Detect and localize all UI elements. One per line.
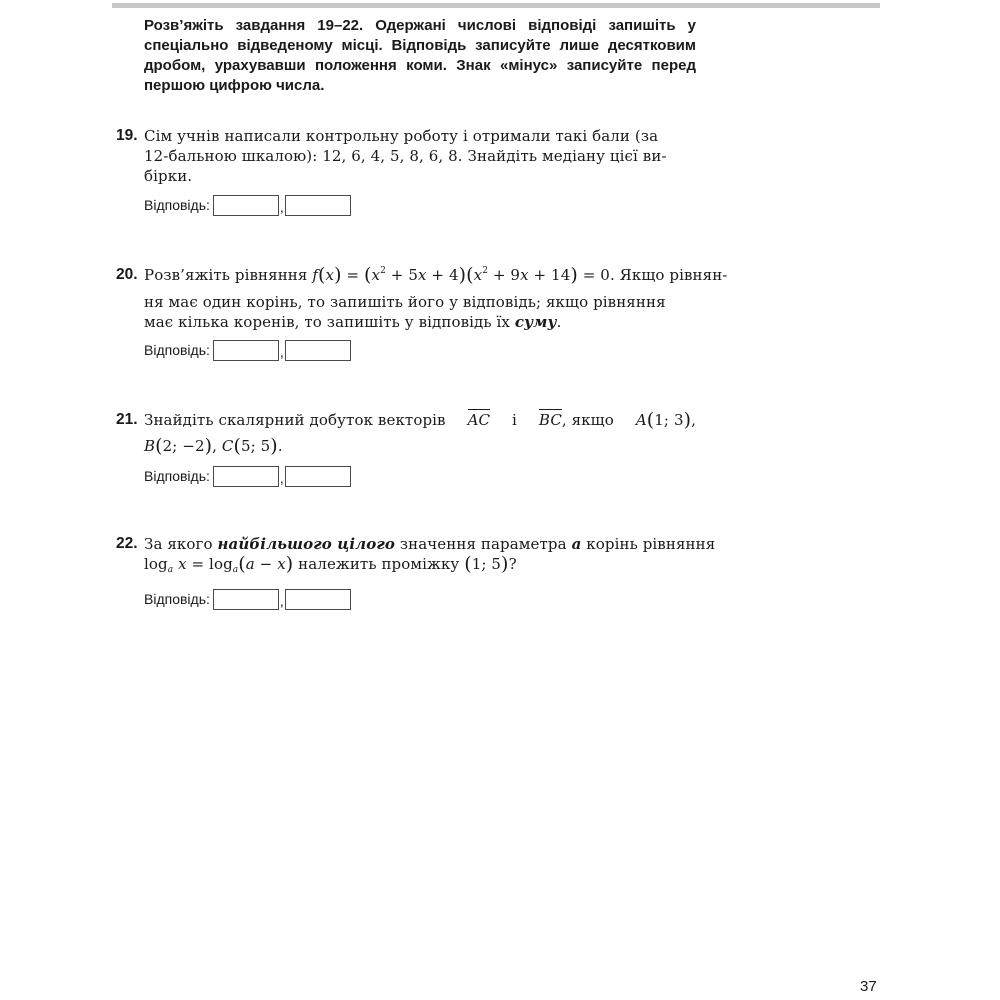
answer-integer-box[interactable] xyxy=(213,195,279,216)
answer-label: Відповідь: xyxy=(144,591,210,607)
interval: (1; 5)? xyxy=(464,553,517,575)
decimal-comma: , xyxy=(279,344,284,360)
task-text xyxy=(144,264,728,332)
task-text-fragment: корінь рівняння xyxy=(586,535,716,553)
task-text-line xyxy=(144,312,696,332)
answer-22 xyxy=(144,588,351,610)
decimal-comma: , xyxy=(279,593,284,609)
answer-fraction-box[interactable] xyxy=(285,340,351,361)
answer-fraction-box[interactable] xyxy=(285,195,351,216)
parameter-a: a xyxy=(571,535,582,553)
top-rule xyxy=(112,3,880,8)
task-text-fragment: За якого xyxy=(144,535,213,553)
task-text-line: 12-бальною шкалою): 12, 6, 4, 5, 8, 6, 8. Знайдіть медіану цієї ви- xyxy=(144,147,667,165)
task-text-fragment: має кілька коренів, то запишіть у відповідь їх xyxy=(144,313,510,331)
answer-label: Відповідь: xyxy=(144,342,210,358)
answer-20 xyxy=(144,339,351,361)
answer-integer-box[interactable] xyxy=(213,466,279,487)
task-text xyxy=(144,534,716,575)
task-text-line xyxy=(144,264,728,286)
task-text-line xyxy=(144,554,696,574)
task-text-fragment: і xyxy=(512,411,517,429)
answer-label: Відповідь: xyxy=(144,197,210,213)
point-b: B(2; −2), xyxy=(144,435,218,457)
task-22 xyxy=(116,534,716,575)
task-text xyxy=(144,126,696,186)
task-20 xyxy=(116,264,728,332)
task-19 xyxy=(116,126,696,186)
vector-ac: AC xyxy=(467,411,491,429)
task-text-line xyxy=(144,410,696,430)
instructions: Розв’яжіть завдання 19–22. Одержані числові відповіді запишіть у спеціально відведеному місці. Відповідь записуйте лише десятковим дробом, урахувавши положення коми. Знак «мінус» записуйте перед першою цифрою числа. xyxy=(144,17,696,94)
task-text-line xyxy=(144,436,696,456)
task-text-fragment: значення параметра xyxy=(399,535,567,553)
answer-integer-box[interactable] xyxy=(213,589,279,610)
task-number: 19. xyxy=(116,127,138,144)
point-c: C(5; 5). xyxy=(221,435,283,457)
emphasis: суму xyxy=(514,313,557,331)
task-text-line: Сім учнів написали контрольну роботу і отримали такі бали (за xyxy=(144,127,659,145)
task-number: 22. xyxy=(116,535,138,552)
task-text-fragment: належить проміжку xyxy=(298,555,460,573)
answer-19 xyxy=(144,194,351,216)
task-21 xyxy=(116,410,696,456)
page-number: 37 xyxy=(860,978,877,995)
answer-21 xyxy=(144,465,351,487)
emphasis: найбільшого цілого xyxy=(217,535,395,553)
decimal-comma: , xyxy=(279,199,284,215)
vector-bc: BC xyxy=(538,411,562,429)
decimal-comma: , xyxy=(279,470,284,486)
equation: $\log_a x = \log_a(a - x)$ xyxy=(144,553,294,575)
task-text-line: ня має один корінь, то запишіть його у відповідь; якщо рівняння xyxy=(144,293,666,311)
task-text-line xyxy=(144,534,716,554)
answer-label: Відповідь: xyxy=(144,468,210,484)
task-text-fragment: Знайдіть скалярний добуток векторів xyxy=(144,411,446,429)
task-text xyxy=(144,410,696,456)
task-text-fragment: . xyxy=(556,313,562,331)
task-text-fragment: , якщо xyxy=(561,411,614,429)
task-text-line: бірки. xyxy=(144,167,193,185)
answer-integer-box[interactable] xyxy=(213,340,279,361)
task-text-fragment: . Якщо рівнян- xyxy=(609,266,728,284)
point-a: A(1; 3), xyxy=(635,409,696,431)
task-text-fragment: Розв’яжіть рівняння xyxy=(144,266,308,284)
task-number: 21. xyxy=(116,411,138,428)
answer-fraction-box[interactable] xyxy=(285,589,351,610)
answer-fraction-box[interactable] xyxy=(285,466,351,487)
equation: $f(x) = (x^2 + 5x + 4)(x^2 + 9x + 14) = 0$ xyxy=(312,264,610,286)
task-number: 20. xyxy=(116,266,138,283)
